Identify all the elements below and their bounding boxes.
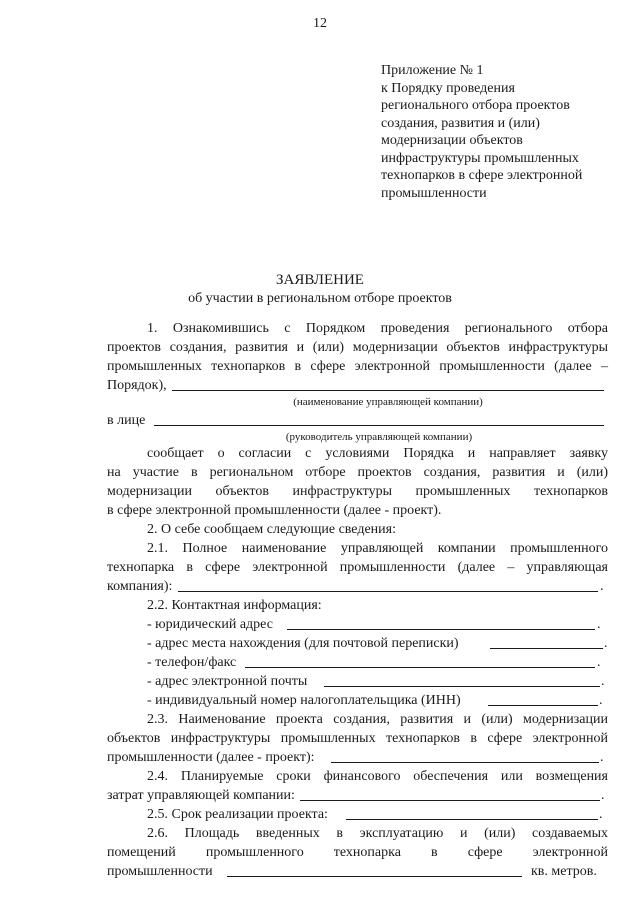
- appendix-block: [381, 62, 631, 202]
- postal-address-field[interactable]: [490, 635, 603, 649]
- p24-line-2: затрат управляющей компании:: [107, 788, 295, 803]
- email-label: - адрес электронной почты: [147, 674, 308, 689]
- p1-line-3: промышленных технопарков в сфере электронной промышленности (далее –: [107, 359, 608, 374]
- p24-line-1: 2.4. Планируемые сроки финансового обеспечения или возмещения: [147, 769, 608, 784]
- end-dot: .: [597, 655, 601, 670]
- phone-fax-label: - телефон/факс: [147, 655, 237, 670]
- page-number: 12: [313, 16, 327, 31]
- end-dot: .: [599, 693, 603, 708]
- document-title: ЗАЯВЛЕНИЕ: [276, 272, 364, 288]
- p1-line-4: Порядок),: [107, 378, 167, 393]
- appendix-line: к Порядку проведения: [381, 80, 515, 96]
- p26-line-3: промышленности: [107, 864, 213, 879]
- p26-line-2: помещений промышленного технопарка в сфере электронной: [107, 845, 608, 860]
- p23-line-3: промышленности (далее - проект):: [107, 750, 315, 765]
- end-dot: .: [604, 636, 608, 651]
- appendix-line: технопарков в сфере электронной: [381, 168, 583, 183]
- p1-line-1: 1. Ознакомившись с Порядком проведения регионального отбора: [147, 321, 608, 336]
- appendix-line: модернизации объектов: [381, 133, 523, 148]
- document-subtitle: об участии в региональном отборе проектов: [188, 291, 452, 306]
- postal-address-label: - адрес места нахождения (для почтовой переписки): [147, 636, 459, 651]
- end-dot: .: [601, 788, 605, 803]
- appendix-line: инфраструктуры промышленных: [381, 150, 579, 166]
- company-name-field[interactable]: [172, 377, 604, 391]
- phone-fax-field[interactable]: [245, 654, 595, 668]
- in-person-label: в лице: [107, 413, 146, 428]
- appendix-line: регионального отбора проектов: [381, 98, 570, 113]
- p1-line-7: модернизации объектов инфраструктуры промышленных технопарков: [107, 484, 608, 499]
- caption-head: (руководитель управляющей компании): [285, 431, 473, 443]
- p23-line-1: 2.3. Наименование проекта создания, развития и (или) модернизации: [147, 712, 608, 727]
- p1-line-8: в сфере электронной промышленности (далее - проект).: [107, 503, 442, 518]
- end-dot: .: [600, 750, 604, 765]
- p1-line-6: на участие в региональном отборе проектов создания, развития и (или): [107, 465, 608, 480]
- inn-label: - индивидуальный номер налогоплательщика (ИНН): [147, 693, 461, 708]
- p25-line: 2.5. Срок реализации проекта:: [147, 807, 328, 822]
- p1-line-2: проектов создания, развития и (или) модернизации объектов инфраструктуры: [107, 340, 608, 355]
- appendix-line: создания, развития и (или): [381, 115, 540, 131]
- p1-line-5: сообщает о согласии с условиями Порядка и направляет заявку: [147, 446, 608, 461]
- p26-line-1: 2.6. Площадь введенных в эксплуатацию и (или) создаваемых: [147, 826, 608, 841]
- legal-address-label: - юридический адрес: [147, 617, 273, 632]
- email-field[interactable]: [324, 673, 600, 687]
- inn-field[interactable]: [488, 692, 598, 706]
- project-name-field[interactable]: [331, 749, 599, 763]
- p21-line-3: компания):: [107, 579, 173, 594]
- caption-company: (наименование управляющей компании): [293, 396, 483, 408]
- end-dot: .: [599, 807, 603, 822]
- project-term-field[interactable]: [346, 806, 598, 820]
- appendix-line: промышленности: [381, 185, 487, 201]
- head-name-field[interactable]: [154, 412, 604, 426]
- end-dot: .: [600, 579, 604, 594]
- p21-line-2: технопарка в сфере электронной промышленности (далее – управляющая: [107, 560, 608, 575]
- p2-line: 2. О себе сообщаем следующие сведения:: [147, 522, 396, 537]
- financing-terms-field[interactable]: [300, 787, 600, 801]
- end-dot: .: [597, 617, 601, 632]
- p21-line-1: 2.1. Полное наименование управляющей компании промышленного: [147, 541, 608, 556]
- appendix-line: Приложение № 1: [381, 63, 484, 78]
- legal-address-field[interactable]: [287, 616, 595, 630]
- p22-line: 2.2. Контактная информация:: [147, 598, 322, 613]
- end-dot: .: [601, 674, 605, 689]
- area-field[interactable]: [227, 863, 522, 877]
- area-unit: кв. метров.: [531, 864, 597, 879]
- full-name-field[interactable]: [178, 578, 598, 592]
- p23-line-2: объектов инфраструктуры промышленных технопарков в сфере электронной: [107, 731, 608, 746]
